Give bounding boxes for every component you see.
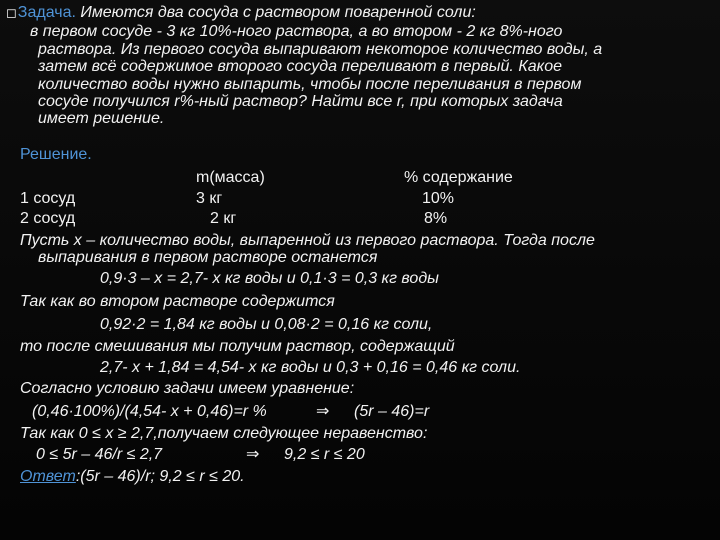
equation-1: 0,9·3 – x = 2,7- x кг воды и 0,1·3 = 0,3 кг воды <box>100 270 439 287</box>
table-col-percent: % содержание <box>404 169 513 186</box>
answer-text: :(5r – 46)/r; 9,2 ≤ r ≤ 20. <box>75 468 245 485</box>
table-row-2-mass: 2 кг <box>210 210 237 227</box>
task-intro: Имеются два сосуда с раствором поваренной соли: <box>75 4 476 21</box>
task-label: Задача. <box>17 4 76 21</box>
equation-4-left: (0,46·100%)/(4,54- x + 0,46)=r % <box>32 403 267 420</box>
table-row-1-label: 1 сосуд <box>20 190 76 207</box>
second-vessel-text: Так как во втором растворе содержится <box>20 293 335 310</box>
answer-line <box>20 468 245 486</box>
task-line-3: затем всё содержимое второго сосуда переливают в первый. Какое <box>38 58 562 75</box>
let-line-2: выпаривания в первом растворе останется <box>38 249 378 266</box>
equation-3: 2,7- x + 1,84 = 4,54- x кг воды и 0,3 + 0,16 = 0,46 кг соли. <box>100 359 521 376</box>
condition-text: Согласно условию задачи имеем уравнение: <box>20 380 355 397</box>
inequality-left: 0 ≤ 5r – 46/r ≤ 2,7 <box>36 446 163 463</box>
mix-text: то после смешивания мы получим раствор, содержащий <box>20 338 455 355</box>
let-line-1: Пусть x – количество воды, выпаренной из первого раствора. Тогда после <box>20 232 595 249</box>
solution-heading: Решение. <box>20 146 92 163</box>
table-row-2-label: 2 сосуд <box>20 210 76 227</box>
task-line-2: раствора. Из первого сосуда выпаривают некоторое количество воды, а <box>38 41 603 58</box>
table-row-1-mass: 3 кг <box>196 190 223 207</box>
equation-4-right: (5r – 46)=r <box>354 403 430 420</box>
task-heading-line <box>6 4 476 22</box>
table-col-mass: m(масса) <box>196 169 265 186</box>
task-line-1: в первом сосуде - 3 кг 10%-ного раствора, а во втором - 2 кг 8%-ного <box>30 23 563 40</box>
bullet-icon: ◻ <box>6 5 17 20</box>
equation-2: 0,92·2 = 1,84 кг воды и 0,08·2 = 0,16 кг соли, <box>100 316 433 333</box>
implies-icon-2: ⇒ <box>246 446 260 463</box>
answer-label: Ответ <box>20 468 76 485</box>
table-row-2-percent: 8% <box>424 210 448 227</box>
inequality-text: Так как 0 ≤ x ≥ 2,7,получаем следующее неравенство: <box>20 425 428 442</box>
task-line-4: количество воды нужно выпарить, чтобы после переливания в первом <box>38 76 582 93</box>
table-row-1-percent: 10% <box>422 190 455 207</box>
implies-icon: ⇒ <box>316 403 330 420</box>
task-line-6: имеет решение. <box>38 110 165 127</box>
task-line-5: сосуде получился r%-ный раствор? Найти все r, при которых задача <box>38 93 563 110</box>
inequality-right: 9,2 ≤ r ≤ 20 <box>284 446 365 463</box>
